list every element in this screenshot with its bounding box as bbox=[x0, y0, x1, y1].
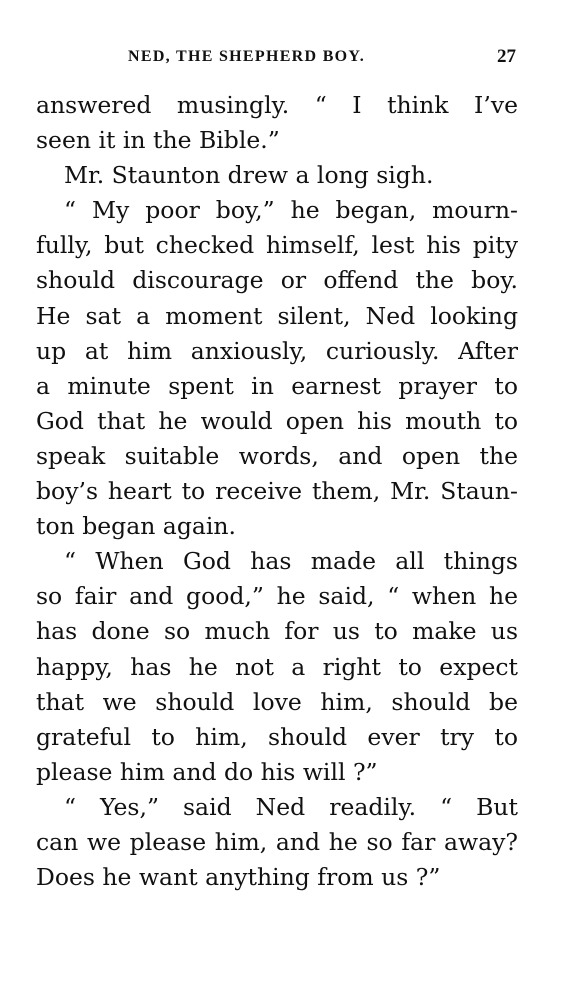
page-number: 27 bbox=[497, 46, 516, 67]
text-line: should discourage or offend the boy. bbox=[36, 266, 518, 295]
running-head bbox=[34, 48, 516, 74]
text-line: ton began again. bbox=[36, 512, 236, 541]
text-line: happy, has he not a right to expect bbox=[36, 652, 518, 681]
text-line: answered musingly. “ I think I’ve bbox=[36, 91, 518, 119]
text-line: “ When God has made all things bbox=[64, 547, 518, 576]
text-line: “ My poor boy,” he began, mourn- bbox=[64, 196, 518, 225]
text-line: has done so much for us to make us bbox=[36, 617, 518, 646]
text-line: a minute spent in earnest prayer to bbox=[36, 371, 518, 400]
text-line: so fair and good,” he said, “ when he bbox=[36, 582, 518, 611]
body-text bbox=[36, 88, 518, 895]
text-line: Mr. Staunton drew a long sigh. bbox=[64, 161, 434, 190]
text-line: up at him anxiously, curiously. After bbox=[36, 336, 518, 365]
text-line: God that he would open his mouth to bbox=[36, 406, 518, 435]
text-line: Does he want anything from us ?” bbox=[36, 863, 441, 892]
text-line: speak suitable words, and open the bbox=[36, 441, 518, 470]
running-title: NED, THE SHEPHERD BOY. bbox=[128, 48, 366, 65]
text-line: that we should love him, should be bbox=[36, 687, 518, 716]
text-line: “ Yes,” said Ned readily. “ But bbox=[64, 792, 518, 821]
text-line: seen it in the Bible.” bbox=[36, 126, 280, 155]
text-line: please him and do his will ?” bbox=[36, 757, 378, 786]
text-line: boy’s heart to receive them, Mr. Staun- bbox=[36, 477, 518, 506]
text-line: grateful to him, should ever try to bbox=[36, 722, 518, 751]
text-line: can we please him, and he so far away? bbox=[36, 827, 518, 856]
text-line: fully, but checked himself, lest his pity bbox=[36, 231, 518, 260]
text-line: He sat a moment silent, Ned looking bbox=[36, 301, 518, 330]
